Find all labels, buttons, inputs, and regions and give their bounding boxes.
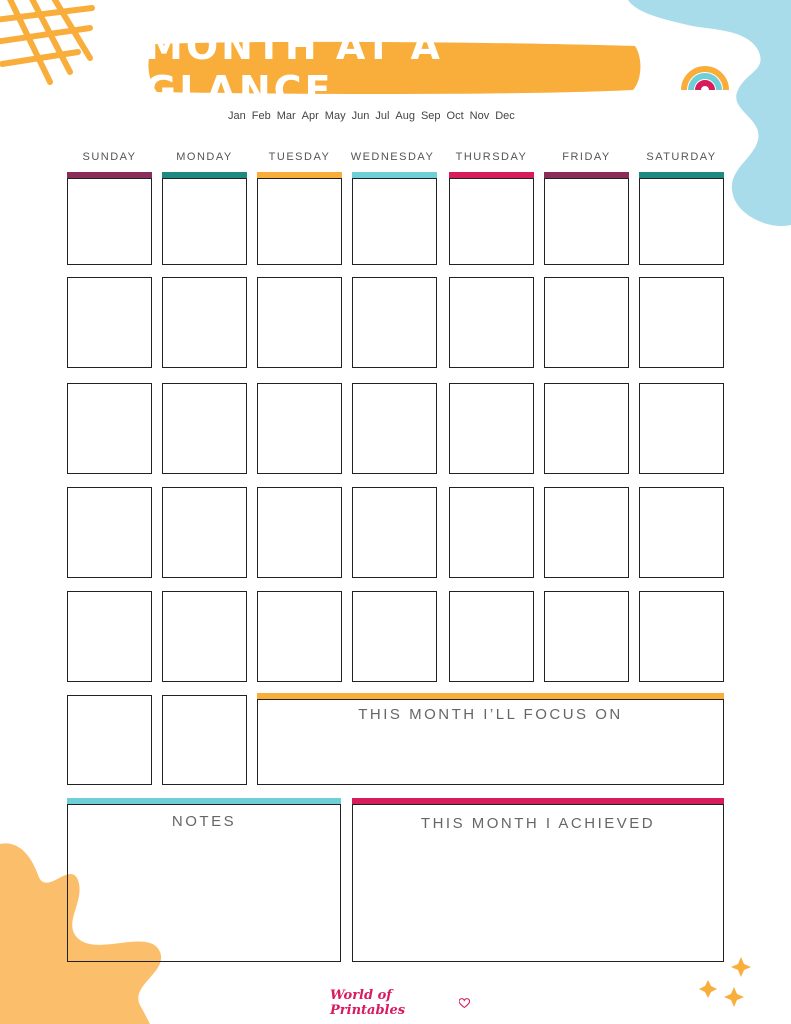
month-jun[interactable]: Jun [351,110,370,122]
weekday-monday: MONDAY [176,151,233,163]
rainbow-icon [680,50,730,92]
day-cell-week3-friday[interactable] [544,383,629,474]
weekday-thursday: THURSDAY [455,151,528,163]
day-cell-week5-thursday[interactable] [449,591,534,682]
day-cell-week1-tuesday[interactable] [257,178,342,265]
day-cell-week1-friday[interactable] [544,178,629,265]
brand-logo [330,988,470,1018]
weekday-saturday: SATURDAY [646,151,717,163]
weekday-tuesday: TUESDAY [268,151,331,163]
day-cell-week2-monday[interactable] [162,277,247,368]
page-title: MONTH AT A GLANCE [145,24,443,112]
day-cell-week5-wednesday[interactable] [352,591,437,682]
month-jan[interactable]: Jan [228,110,246,122]
notes-label: NOTES [171,813,237,830]
achieved-box[interactable] [352,804,724,962]
day-cell-week4-wednesday[interactable] [352,487,437,578]
day-cell-week4-saturday[interactable] [639,487,724,578]
day-cell-week1-saturday[interactable] [639,178,724,265]
sparkle-icon [696,955,756,1010]
brand-name: World of Printables [330,988,406,1018]
day-cell-week1-sunday[interactable] [67,178,152,265]
month-dec[interactable]: Dec [495,110,515,122]
day-cell-week5-sunday[interactable] [67,591,152,682]
day-cell-week5-friday[interactable] [544,591,629,682]
day-cell-week3-tuesday[interactable] [257,383,342,474]
day-cell-week3-saturday[interactable] [639,383,724,474]
month-jul[interactable]: Jul [375,110,390,122]
day-cell-week1-monday[interactable] [162,178,247,265]
day-cell-week4-monday[interactable] [162,487,247,578]
weekday-sunday: SUNDAY [82,151,137,163]
day-cell-week6-monday[interactable] [162,695,247,785]
day-cell-week2-tuesday[interactable] [257,277,342,368]
month-apr[interactable]: Apr [301,110,319,122]
weekday-friday: FRIDAY [562,151,611,163]
day-cell-week3-monday[interactable] [162,383,247,474]
day-cell-week6-sunday[interactable] [67,695,152,785]
day-cell-week5-tuesday[interactable] [257,591,342,682]
day-cell-week1-wednesday[interactable] [352,178,437,265]
notes-box[interactable] [67,804,341,962]
month-may[interactable]: May [324,110,346,122]
weekday-wednesday: WEDNESDAY [350,151,435,163]
month-nov[interactable]: Nov [469,110,490,122]
grid-doodle-icon [0,0,100,100]
day-cell-week2-friday[interactable] [544,277,629,368]
day-cell-week2-wednesday[interactable] [352,277,437,368]
day-cell-week4-friday[interactable] [544,487,629,578]
day-cell-week2-sunday[interactable] [67,277,152,368]
day-cell-week4-tuesday[interactable] [257,487,342,578]
day-cell-week5-monday[interactable] [162,591,247,682]
month-oct[interactable]: Oct [446,110,464,122]
day-cell-week3-thursday[interactable] [449,383,534,474]
focus-box[interactable] [257,699,724,785]
month-list [228,110,515,122]
day-cell-week5-saturday[interactable] [639,591,724,682]
day-cell-week4-thursday[interactable] [449,487,534,578]
month-sep[interactable]: Sep [420,110,441,122]
day-cell-week3-sunday[interactable] [67,383,152,474]
month-feb[interactable]: Feb [251,110,271,122]
title-banner [145,24,642,112]
day-cell-week4-sunday[interactable] [67,487,152,578]
heart-icon [459,998,470,1009]
focus-label: THIS MONTH I’LL FOCUS ON [358,706,623,723]
month-aug[interactable]: Aug [395,110,415,122]
month-mar[interactable]: Mar [276,110,296,122]
day-cell-week2-thursday[interactable] [449,277,534,368]
day-cell-week3-wednesday[interactable] [352,383,437,474]
day-cell-week1-thursday[interactable] [449,178,534,265]
day-cell-week2-saturday[interactable] [639,277,724,368]
achieved-label: THIS MONTH I ACHIEVED [420,815,656,832]
